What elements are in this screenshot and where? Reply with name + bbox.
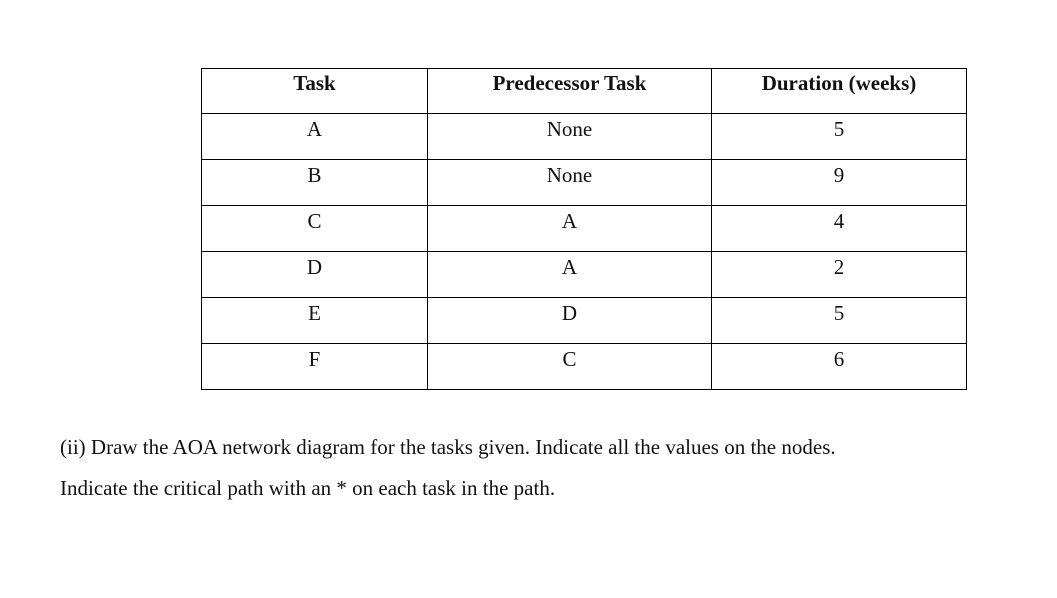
- table-header-row: [202, 69, 967, 114]
- header-predecessor-task: Predecessor Task: [428, 69, 712, 114]
- cell-task: D: [202, 252, 428, 298]
- table-row: [202, 344, 967, 390]
- cell-task: B: [202, 160, 428, 206]
- header-task: Task: [202, 69, 428, 114]
- task-table: [201, 68, 967, 390]
- cell-predecessor: D: [428, 298, 712, 344]
- table-row: [202, 114, 967, 160]
- cell-duration: 9: [712, 160, 967, 206]
- cell-task: E: [202, 298, 428, 344]
- table-row: [202, 206, 967, 252]
- question-line-1: (ii) Draw the AOA network diagram for the tasks given. Indicate all the values on the nodes.: [60, 435, 836, 459]
- cell-predecessor: A: [428, 206, 712, 252]
- cell-duration: 6: [712, 344, 967, 390]
- cell-task: C: [202, 206, 428, 252]
- header-duration: Duration (weeks): [712, 69, 967, 114]
- cell-task: A: [202, 114, 428, 160]
- cell-duration: 5: [712, 298, 967, 344]
- cell-predecessor: C: [428, 344, 712, 390]
- table-row: [202, 298, 967, 344]
- cell-task: F: [202, 344, 428, 390]
- question-text: [60, 427, 1040, 509]
- table-row: [202, 160, 967, 206]
- cell-duration: 2: [712, 252, 967, 298]
- cell-duration: 4: [712, 206, 967, 252]
- cell-predecessor: A: [428, 252, 712, 298]
- cell-predecessor: None: [428, 114, 712, 160]
- question-line-2: Indicate the critical path with an * on each task in the path.: [60, 476, 556, 500]
- cell-duration: 5: [712, 114, 967, 160]
- table-row: [202, 252, 967, 298]
- cell-predecessor: None: [428, 160, 712, 206]
